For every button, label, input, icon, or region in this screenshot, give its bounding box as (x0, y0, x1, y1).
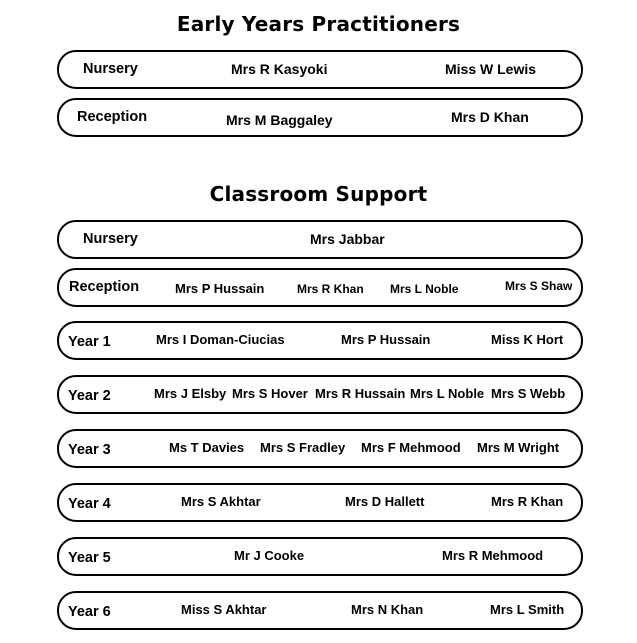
cs-row-reception (57, 268, 583, 307)
ey-row-reception (57, 98, 583, 137)
staff-name: Mrs S Akhtar (181, 494, 261, 509)
staff-name: Mrs P Hussain (341, 332, 431, 347)
staff-name: Miss K Hort (491, 332, 564, 347)
staff-name: Mrs S Fradley (260, 440, 346, 455)
staff-name: Mrs R Kasyoki (231, 61, 328, 77)
row-label: Reception (69, 279, 140, 295)
row-label: Nursery (83, 61, 138, 77)
staff-name: Mrs R Khan (491, 494, 564, 509)
cs-row-year-1 (57, 321, 583, 360)
staff-name: Mrs L Smith (490, 602, 565, 617)
staff-name: Mrs R Hussain (315, 386, 406, 401)
staff-name: Mrs D Hallett (345, 494, 425, 509)
row-label: Nursery (83, 231, 138, 247)
row-label: Year 4 (68, 496, 111, 512)
staff-name: Mrs L Noble (390, 282, 459, 296)
classroom-support-heading: Classroom Support (209, 182, 428, 206)
staff-name: Ms T Davies (169, 440, 245, 455)
staff-name: Mr J Cooke (234, 548, 305, 563)
staff-name: Mrs P Hussain (175, 281, 265, 296)
cs-row-year-2 (57, 375, 583, 414)
staff-name: Mrs M Baggaley (226, 112, 333, 128)
ey-row-nursery (57, 50, 583, 89)
row-label: Year 3 (68, 442, 111, 458)
staff-name: Mrs I Doman-Ciucias (156, 332, 285, 347)
staff-name: Mrs R Mehmood (442, 548, 544, 563)
row-label: Year 5 (68, 550, 111, 566)
row-label: Reception (77, 109, 148, 125)
staff-name: Miss S Akhtar (181, 602, 267, 617)
cs-row-year-5 (57, 537, 583, 576)
cs-row-year-4 (57, 483, 583, 522)
row-label: Year 2 (68, 388, 111, 404)
staff-name: Mrs S Shaw (505, 279, 573, 293)
staff-name: Mrs F Mehmood (361, 440, 461, 455)
staff-name: Mrs R Khan (297, 282, 364, 296)
staff-name: Miss W Lewis (445, 61, 537, 77)
staff-name: Mrs M Wright (477, 440, 560, 455)
staff-name: Mrs L Noble (410, 386, 485, 401)
staff-name: Mrs D Khan (451, 109, 529, 125)
staff-name: Mrs N Khan (351, 602, 424, 617)
row-label: Year 6 (68, 604, 111, 620)
cs-row-year-3 (57, 429, 583, 468)
early-years-heading: Early Years Practitioners (176, 12, 461, 36)
cs-row-year-6 (57, 591, 583, 630)
cs-row-nursery (57, 220, 583, 259)
staff-name: Mrs S Hover (232, 386, 308, 401)
staff-name: Mrs S Webb (491, 386, 566, 401)
staff-name: Mrs J Elsby (154, 386, 227, 401)
row-label: Year 1 (68, 334, 111, 350)
staff-name: Mrs Jabbar (310, 231, 385, 247)
